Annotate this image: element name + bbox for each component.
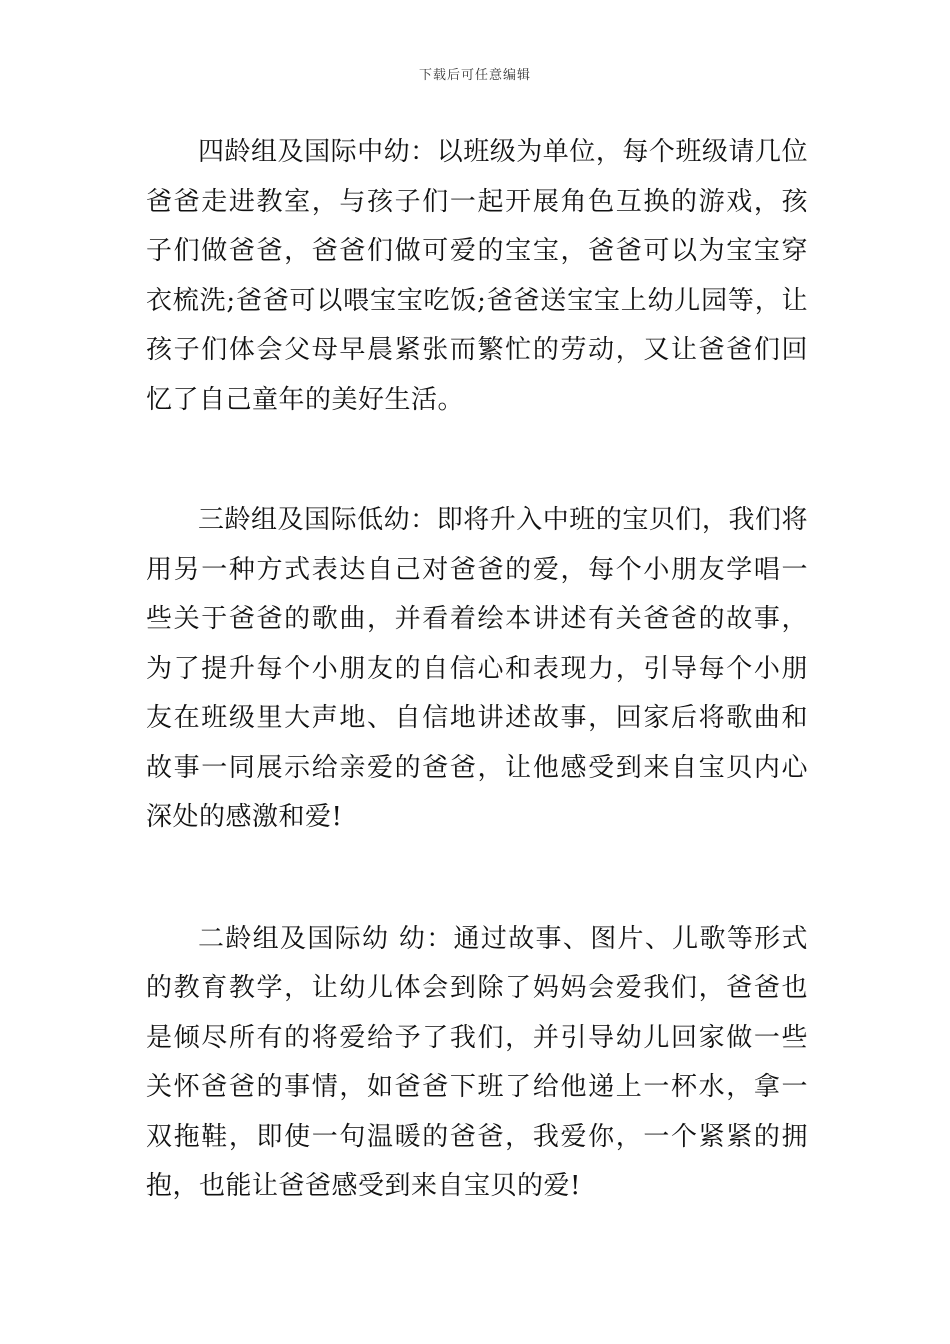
paragraph-two-year-group: 二龄组及国际幼 幼：通过故事、图片、儿歌等形式的教育教学，让幼儿体会到除了妈妈会爱我们，爸爸也是倾尽所有的将爱给予了我们，并引导幼儿回家做一些关怀爸爸的事情，如爸爸下班了给他递上一杯水，拿一双拖鞋，即使一句温暖的爸爸，我爱你，一个紧紧的拥抱，也能让爸爸感受到来自宝贝的爱! — [146, 923, 808, 1201]
document-body — [146, 128, 808, 1212]
paragraph-three-year-group: 三龄组及国际低幼：即将升入中班的宝贝们，我们将用另一种方式表达自己对爸爸的爱，每个小朋友学唱一些关于爸爸的歌曲，并看着绘本讲述有关爸爸的故事，为了提升每个小朋友的自信心和表现力，引导每个小朋友在班级里大声地、自信地讲述故事，回家后将歌曲和故事一同展示给亲爱的爸爸，让他感受到来自宝贝内心深处的感激和爱! — [146, 505, 808, 832]
paragraph-four-year-group: 四龄组及国际中幼：以班级为单位，每个班级请几位爸爸走进教室，与孩子们一起开展角色互换的游戏，孩子们做爸爸，爸爸们做可爱的宝宝，爸爸可以为宝宝穿衣梳洗;爸爸可以喂宝宝吃饭;爸爸送宝宝上幼儿园等，让孩子们体会父母早晨紧张而繁忙的劳动，又让爸爸们回忆了自己童年的美好生活。 — [146, 137, 808, 415]
page-header: 下载后可任意编辑 — [418, 68, 531, 83]
